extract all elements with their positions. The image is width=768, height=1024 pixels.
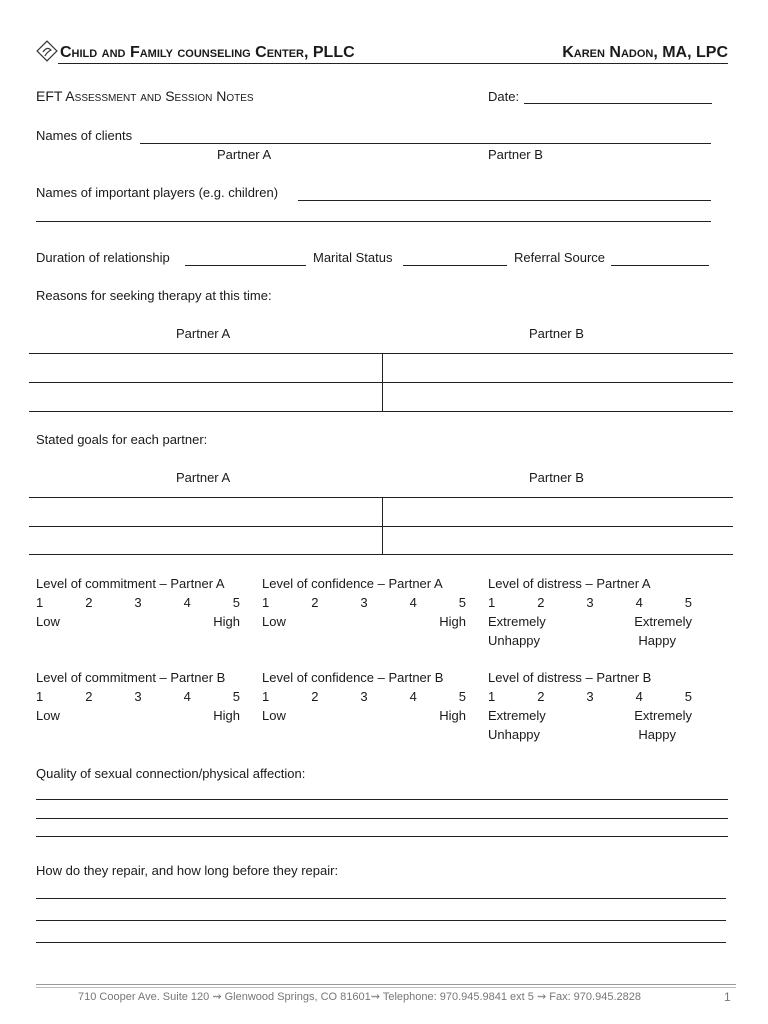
scale-high: High	[439, 708, 466, 723]
scale-num[interactable]: 3	[360, 595, 368, 610]
scale-num[interactable]: 2	[311, 595, 319, 610]
page-number: 1	[724, 990, 731, 1004]
repair-label: How do they repair, and how long before they repair:	[36, 863, 339, 878]
header-rule	[58, 63, 728, 64]
scale-happy: Happy	[638, 727, 676, 742]
goals-table-rule-3[interactable]	[29, 554, 733, 555]
repair-field-2[interactable]	[36, 920, 726, 921]
org-name: Child and Family counseling Center, PLLC	[60, 44, 355, 61]
reasons-label: Reasons for seeking therapy at this time:	[36, 288, 272, 303]
date-label: Date:	[488, 89, 520, 104]
scale-num[interactable]: 4	[409, 595, 417, 610]
names-partner-a: Partner A	[217, 147, 272, 162]
scale-num[interactable]: 5	[458, 689, 466, 704]
reasons-table-rule-2[interactable]	[29, 382, 733, 383]
names-field[interactable]	[140, 143, 711, 144]
distress-scale-b	[488, 670, 692, 742]
reasons-table-rule-1	[29, 353, 733, 354]
scale-low: Low	[36, 708, 60, 723]
commitment-scale-a	[36, 576, 240, 629]
goals-partner-b: Partner B	[529, 470, 584, 485]
players-field-2[interactable]	[36, 221, 711, 222]
scale-unhappy: Unhappy	[488, 633, 541, 648]
clinician-name: Karen Nadon, MA, LPC	[562, 44, 728, 61]
commitment-b-title: Level of commitment – Partner B	[36, 670, 226, 685]
scale-low: Low	[262, 614, 286, 629]
scale-unhappy: Unhappy	[488, 727, 541, 742]
footer-rule-2	[36, 987, 736, 988]
scale-num[interactable]: 4	[635, 595, 643, 610]
scale-num[interactable]: 1	[36, 595, 44, 610]
goals-table-divider	[382, 497, 383, 554]
scale-num[interactable]: 2	[85, 595, 93, 610]
scale-num[interactable]: 1	[36, 689, 44, 704]
sexual-field-2[interactable]	[36, 818, 728, 819]
form-title: EFT Assessment and Session Notes	[36, 88, 254, 104]
logo-icon	[36, 40, 58, 62]
referral-field[interactable]	[611, 265, 709, 266]
confidence-b-title: Level of confidence – Partner B	[262, 670, 444, 685]
scale-num[interactable]: 5	[684, 689, 692, 704]
scale-extremely-right: Extremely	[634, 708, 692, 723]
names-partner-b: Partner B	[488, 147, 543, 162]
goals-table-rule-2[interactable]	[29, 526, 733, 527]
marital-label: Marital Status	[313, 250, 393, 265]
scale-num[interactable]: 4	[183, 689, 191, 704]
confidence-scale-b	[262, 670, 466, 723]
scale-num[interactable]: 2	[311, 689, 319, 704]
footer-rule	[36, 984, 736, 985]
scale-low: Low	[36, 614, 60, 629]
scale-high: High	[439, 614, 466, 629]
scale-num[interactable]: 2	[85, 689, 93, 704]
confidence-scale-a	[262, 576, 466, 629]
scale-num[interactable]: 4	[183, 595, 191, 610]
distress-b-title: Level of distress – Partner B	[488, 670, 652, 685]
confidence-a-title: Level of confidence – Partner A	[262, 576, 443, 591]
scale-num[interactable]: 2	[537, 595, 545, 610]
players-label: Names of important players (e.g. children)	[36, 185, 279, 200]
scale-high: High	[213, 708, 240, 723]
reasons-partner-a: Partner A	[176, 326, 231, 341]
scale-num[interactable]: 3	[360, 689, 368, 704]
distress-scale-a	[488, 576, 692, 648]
scale-num[interactable]: 3	[586, 595, 594, 610]
scale-num[interactable]: 3	[586, 689, 594, 704]
scale-num[interactable]: 4	[409, 689, 417, 704]
reasons-table-divider	[382, 353, 383, 411]
scale-num[interactable]: 5	[232, 595, 240, 610]
scale-num[interactable]: 1	[262, 595, 270, 610]
repair-field-3[interactable]	[36, 942, 726, 943]
players-field[interactable]	[298, 200, 711, 201]
duration-label: Duration of relationship	[36, 250, 170, 265]
commitment-a-title: Level of commitment – Partner A	[36, 576, 225, 591]
scale-high: High	[213, 614, 240, 629]
repair-field-1[interactable]	[36, 898, 726, 899]
scale-extremely-right: Extremely	[634, 614, 692, 629]
distress-a-title: Level of distress – Partner A	[488, 576, 651, 591]
scale-num[interactable]: 3	[134, 595, 142, 610]
scale-low: Low	[262, 708, 286, 723]
scale-num[interactable]: 5	[232, 689, 240, 704]
sexual-label: Quality of sexual connection/physical affection:	[36, 766, 306, 781]
duration-field[interactable]	[185, 265, 306, 266]
reasons-table-rule-3[interactable]	[29, 411, 733, 412]
referral-label: Referral Source	[514, 250, 606, 265]
goals-partner-a: Partner A	[176, 470, 231, 485]
date-field[interactable]	[524, 103, 712, 104]
commitment-scale-b	[36, 670, 240, 723]
scale-happy: Happy	[638, 633, 676, 648]
scale-num[interactable]: 3	[134, 689, 142, 704]
scale-num[interactable]: 5	[458, 595, 466, 610]
reasons-partner-b: Partner B	[529, 326, 584, 341]
sexual-field-1[interactable]	[36, 799, 728, 800]
scale-num[interactable]: 5	[684, 595, 692, 610]
scale-extremely-left: Extremely	[488, 614, 546, 629]
scale-num[interactable]: 1	[488, 689, 496, 704]
goals-label: Stated goals for each partner:	[36, 432, 208, 447]
scale-num[interactable]: 2	[537, 689, 545, 704]
scale-num[interactable]: 1	[262, 689, 270, 704]
scale-num[interactable]: 1	[488, 595, 496, 610]
goals-table-rule-1	[29, 497, 733, 498]
scale-num[interactable]: 4	[635, 689, 643, 704]
names-label: Names of clients	[36, 128, 133, 143]
scale-extremely-left: Extremely	[488, 708, 546, 723]
marital-field[interactable]	[403, 265, 507, 266]
footer-address: 710 Cooper Ave. Suite 120 ⇝ Glenwood Springs, CO 81601⇝ Telephone: 970.945.9841 ext 5 ⇝ Fax: 970.945.2828	[78, 991, 641, 1003]
sexual-field-3[interactable]	[36, 836, 728, 837]
